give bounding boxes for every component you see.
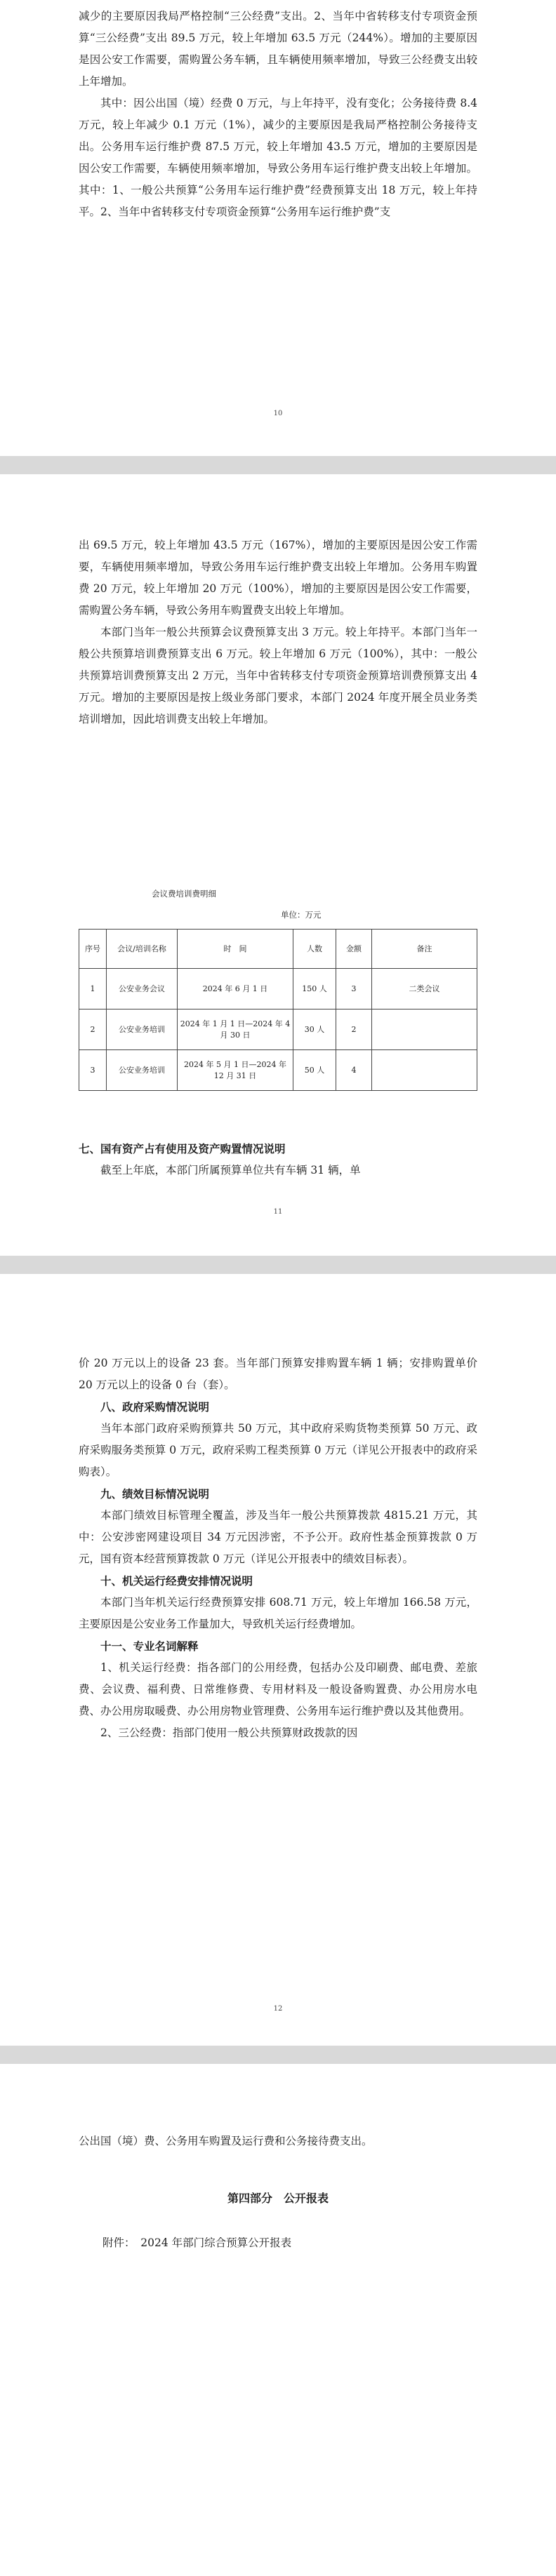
paragraph-term-three-public: 2、三公经费：指部门使用一般公共预算财政拨款的因 — [100, 1726, 358, 1739]
document-page-12 — [0, 1274, 556, 2046]
paragraph-three-public-expenses: 减少的主要原因我局严格控制“三公经费”支出。2、当年中省转移支付专项资金预算“三公经费”支出 89.5 万元，较上年增加 63.5 万元（244%）。增加的主要原因是因公安工作需要，需购置公务车辆，且车辆使用频率增加，导致三公经费支出较上年增加。 — [79, 10, 477, 88]
cell-people: 150 人 — [293, 969, 336, 1009]
document-page-13 — [0, 2064, 556, 2576]
cell-amount: 2 — [336, 1009, 372, 1050]
attachment-note: 附件： 2024 年部门综合预算公开报表 — [102, 2236, 292, 2249]
table-row — [79, 969, 477, 1009]
cell-time: 2024 年 5 月 1 日—2024 年 12 月 31 日 — [178, 1050, 293, 1091]
cell-name: 公安业务培训 — [107, 1050, 178, 1091]
paragraph-vehicle-purchase: 出 69.5 万元，较上年增加 43.5 万元（167%），增加的主要原因是因公安工作需要，车辆使用频率增加，导致公务用车运行维护费支出较上年增加。公务用车购置费 20 万元，较上年增加 20 万元（100%），增加的主要原因是因公安工作需要，需购置公务车辆，导致公务用车购置费支出较上年增加。 — [79, 539, 477, 617]
page-11-body — [79, 535, 477, 730]
paragraph-three-public-continued: 公出国（境）费、公务用车购置及运行费和公务接待费支出。 — [79, 2135, 373, 2147]
paragraph-term-operating-funds: 1、机关运行经费：指各部门的公用经费，包括办公及印刷费、邮电费、差旅费、会议费、福利费、日常维修费、专用材料及一般设备购置费、办公用房水电费、办公用房取暖费、办公用房物业管理费、公务用车运行维护费以及其他费用。 — [79, 1661, 477, 1717]
section-heading-10: 十、机关运行经费安排情况说明 — [100, 1574, 253, 1588]
section-heading-11: 十一、专业名词解释 — [100, 1639, 199, 1653]
page-gap — [0, 456, 556, 474]
document-page-10 — [0, 0, 556, 456]
section-heading-9: 九、绩效目标情况说明 — [100, 1487, 210, 1501]
page-10-body — [79, 6, 477, 223]
paragraph-vehicle-maintenance: 其中：因公出国（境）经费 0 万元，与上年持平，没有变化；公务接待费 8.4 万元，较上年减少 0.1 万元（1%），减少的主要原因是我局严格控制公务接待支出。公务用车运行维护费 87.5 万元，较上年增加 43.5 万元，增加的主要原因是因公安工作需要，车辆使用频率增加，导致公务用车运行维护费支出较上年增加。其中：1、一般公共预算“公务用车运行维护费”经费预算支出 18 万元，较上年持平。2、当年中省转移支付专项资金预算“公务用车运行维护费”支 — [79, 97, 477, 218]
table-unit: 单位：万元 — [281, 910, 322, 920]
page-number-12: 12 — [273, 2005, 283, 2013]
table-row — [79, 1009, 477, 1050]
col-header-people: 人数 — [293, 930, 336, 969]
page-gap — [0, 1256, 556, 1274]
cell-people: 50 人 — [293, 1050, 336, 1091]
col-header-time: 时 间 — [178, 930, 293, 969]
page-gap — [0, 2046, 556, 2064]
table-title: 会议费培训费明细 — [152, 889, 216, 899]
cell-name: 公安业务培训 — [107, 1009, 178, 1050]
cell-people: 30 人 — [293, 1009, 336, 1050]
paragraph-equipment: 价 20 万元以上的设备 23 套。当年部门预算安排购置车辆 1 辆；安排购置单价 20 万元以上的设备 0 台（套）。 — [79, 1357, 477, 1391]
cell-remark: 二类会议 — [372, 969, 477, 1009]
cell-name: 公安业务会议 — [107, 969, 178, 1009]
table-header-row — [79, 930, 477, 969]
cell-amount: 3 — [336, 969, 372, 1009]
cell-time: 2024 年 6 月 1 日 — [178, 969, 293, 1009]
paragraph-vehicles-count: 截至上年底，本部门所属预算单位共有车辆 31 辆，单 — [100, 1164, 361, 1176]
paragraph-operating-funds: 本部门当年机关运行经费预算安排 608.71 万元，较上年增加 166.58 万元，主要原因是公安业务工作量加大，导致机关运行经费增加。 — [79, 1596, 477, 1630]
page-12-body — [79, 1353, 477, 1744]
paragraph-procurement: 当年本部门政府采购预算共 50 万元，其中政府采购货物类预算 50 万元、政府采购服务类预算 0 万元，政府采购工程类预算 0 万元（详见公开报表中的政府采购表）。 — [79, 1422, 477, 1478]
cell-remark — [372, 1009, 477, 1050]
meeting-training-table — [79, 929, 477, 1091]
page-number-11: 11 — [273, 1208, 283, 1216]
col-header-remark: 备注 — [372, 930, 477, 969]
page-number-10: 10 — [273, 410, 283, 417]
cell-remark — [372, 1050, 477, 1091]
col-header-name: 会议/培训名称 — [107, 930, 178, 969]
paragraph-meeting-training-fees: 本部门当年一般公共预算会议费预算支出 3 万元。较上年持平。本部门当年一般公共预算培训费预算支出 6 万元。较上年增加 6 万元（100%），其中：一般公共预算培训费预算支出 2 万元，当年中省转移支付专项资金预算培训费预算支出 4 万元。增加的主要原因是按上级业务部门要求，本部门 2024 年度开展全员业务类培训增加，因此培训费支出较上年增加。 — [79, 626, 477, 725]
table-row — [79, 1050, 477, 1091]
section-7 — [79, 1138, 477, 1181]
part-four-title: 第四部分 公开报表 — [227, 2192, 329, 2205]
cell-index: 2 — [79, 1009, 107, 1050]
cell-index: 3 — [79, 1050, 107, 1091]
section-heading-7: 七、国有资产占有使用及资产购置情况说明 — [79, 1142, 286, 1155]
cell-amount: 4 — [336, 1050, 372, 1091]
col-header-amount: 金额 — [336, 930, 372, 969]
document-page-11 — [0, 474, 556, 1256]
col-header-index: 序号 — [79, 930, 107, 969]
page-13-body — [79, 2131, 477, 2152]
paragraph-performance: 本部门绩效目标管理全覆盖，涉及当年一般公共预算拨款 4815.21 万元，其中：公安涉密网建设项目 34 万元因涉密，不予公开。政府性基金预算拨款 0 万元，国有资本经营预算拨款 0 万元（详见公开报表中的绩效目标表）。 — [79, 1509, 477, 1565]
section-heading-8: 八、政府采购情况说明 — [100, 1400, 210, 1414]
cell-time: 2024 年 1 月 1 日—2024 年 4 月 30 日 — [178, 1009, 293, 1050]
cell-index: 1 — [79, 969, 107, 1009]
